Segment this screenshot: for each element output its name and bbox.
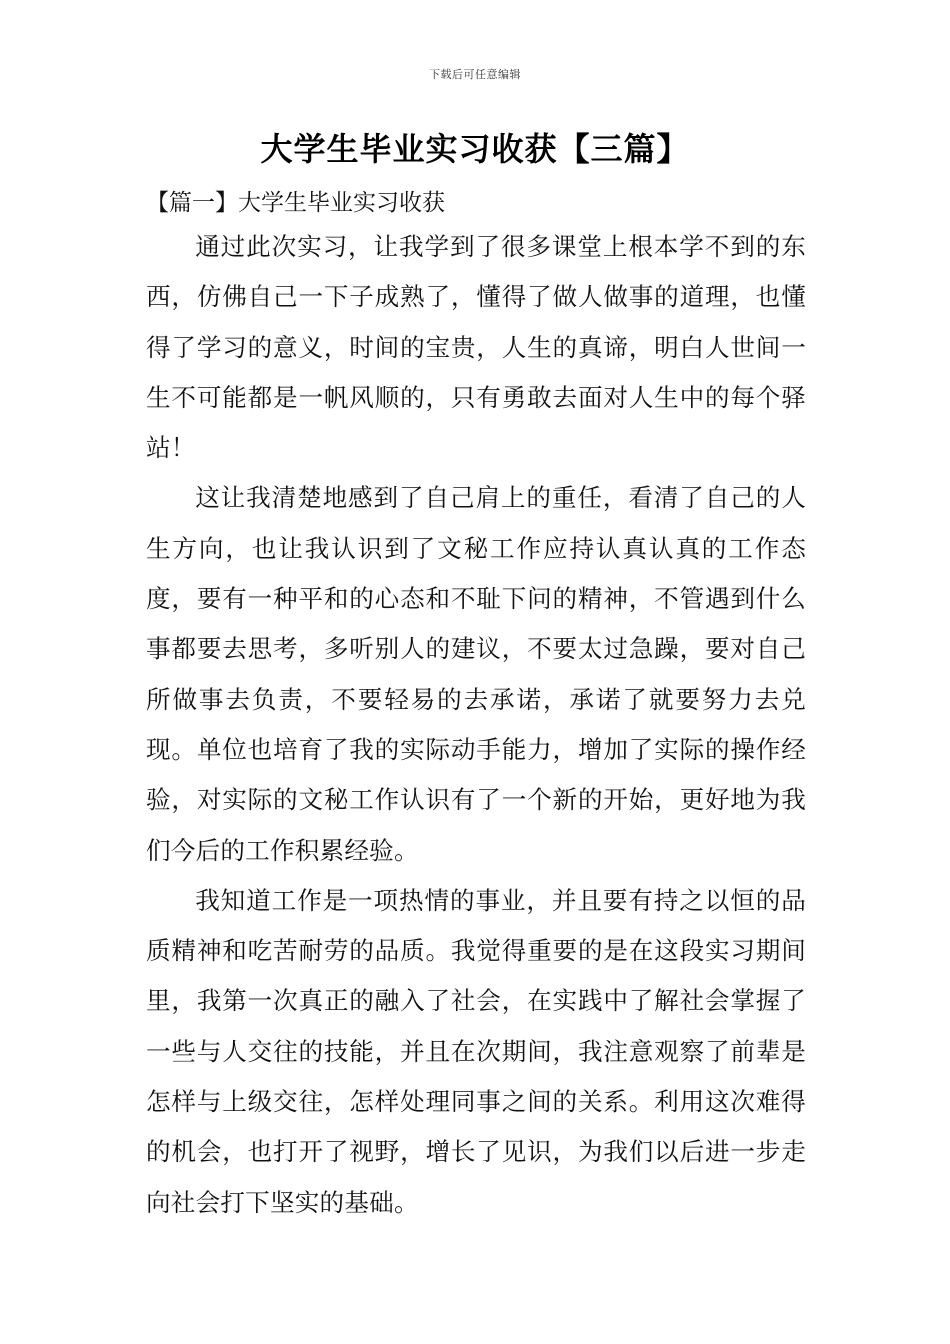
paragraph-2: 这让我清楚地感到了自己肩上的重任，看清了自己的人生方向，也让我认识到了文秘工作应持认真认真的工作态度，要有一种平和的心态和不耻下问的精神，不管遇到什么事都要去思考，多听别人的建议，不要太过急躁，要对自己所做事去负责，不要轻易的去承诺，承诺了就要努力去兑现。单位也培育了我的实际动手能力，增加了实际的操作经验，对实际的文秘工作认识有了一个新的开始，更好地为我们今后的工作积累经验。 [146, 483, 806, 865]
document-title: 大学生毕业实习收获【三篇】 [260, 130, 690, 168]
paragraph-1: 通过此次实习，让我学到了很多课堂上根本学不到的东西，仿佛自己一下子成熟了，懂得了做人做事的道理，也懂得了学习的意义，时间的宝贵，人生的真谛，明白人世间一生不可能都是一帆风顺的，只有勇敢去面对人生中的每个驿站！ [146, 232, 806, 463]
document-body [146, 222, 806, 1228]
paragraph-3: 我知道工作是一项热情的事业，并且要有持之以恒的品质精神和吃苦耐劳的品质。我觉得重要的是在这段实习期间里，我第一次真正的融入了社会，在实践中了解社会掌握了一些与人交往的技能，并且在次期间，我注意观察了前辈是怎样与上级交往，怎样处理同事之间的关系。利用这次难得的机会，也打开了视野，增长了见识，为我们以后进一步走向社会打下坚实的基础。 [146, 885, 806, 1217]
section-heading: 【篇一】大学生毕业实习收获 [146, 190, 445, 216]
header-note: 下载后可任意编辑 [429, 68, 521, 81]
